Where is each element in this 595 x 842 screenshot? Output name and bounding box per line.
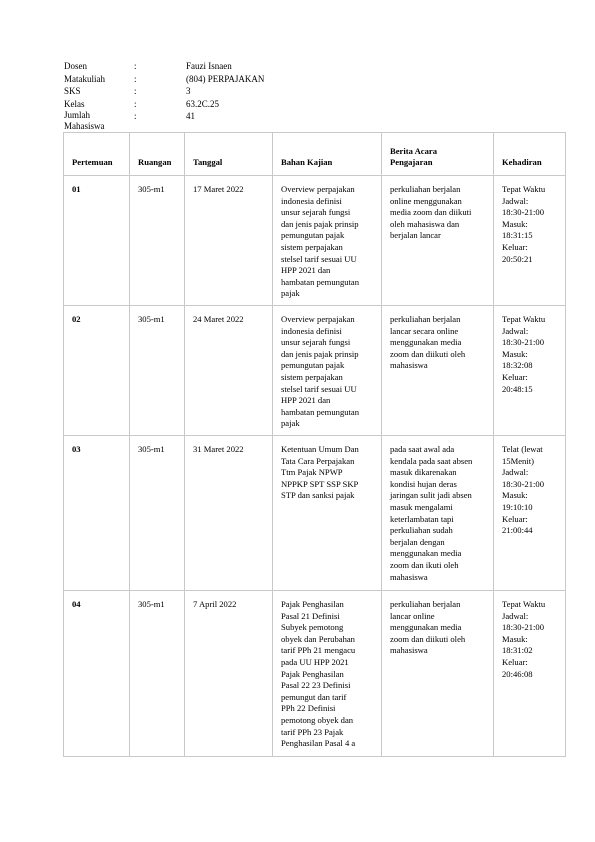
info-colon: : bbox=[134, 86, 137, 96]
info-value: Fauzi Isnaen bbox=[186, 61, 232, 71]
info-colon: : bbox=[134, 73, 137, 84]
info-value: 41 bbox=[186, 111, 195, 121]
cell-ruangan: 305-m1 bbox=[130, 591, 185, 757]
cell-bahan-kajian: Overview perpajakan indonesia definisi unsur sejarah fungsi dan jenis pajak prinsip pemungutan pajak sistem perpajakan stelsel tarif sesuai UU HPP 2021 dan hambatan pemungutan pajak bbox=[273, 176, 382, 306]
cell-tanggal: 31 Maret 2022 bbox=[185, 436, 273, 591]
table-header-row bbox=[64, 133, 566, 176]
cell-bahan-kajian: Overview perpajakan indonesia definisi unsur sejarah fungsi dan jenis pajak prinsip pemungutan pajak sistem perpajakan stelsel tarif sesuai UU HPP 2021 dan hambatan pemungutan pajak bbox=[273, 306, 382, 436]
header-bahan-kajian: Bahan Kajian bbox=[273, 133, 382, 176]
info-row-dosen bbox=[64, 60, 336, 73]
info-row-sks bbox=[64, 85, 336, 98]
cell-berita-acara: perkuliahan berjalan lancar online menggunakan media zoom dan diikuti oleh mahasiswa bbox=[382, 591, 494, 757]
info-label: Jumlah Mahasiswa bbox=[64, 110, 105, 131]
cell-kehadiran: Tepat Waktu Jadwal: 18:30-21:00 Masuk: 18:31:02 Keluar: 20:46:08 bbox=[494, 591, 566, 757]
info-row-matakuliah bbox=[64, 73, 336, 86]
cell-pertemuan: 03 bbox=[64, 436, 130, 591]
cell-berita-acara: pada saat awal ada kendala pada saat absen masuk dikarenakan kondisi hujan deras jaringan sulit jadi absen masuk mengalami keterlambatan tapi perkuliahan sudah berjalan dengan menggunakan media zoom dan ikuti oleh mahasiswa bbox=[382, 436, 494, 591]
info-row-kelas bbox=[64, 98, 336, 111]
header-berita-acara: Berita Acara Pengajaran bbox=[382, 133, 494, 176]
cell-kehadiran: Telat (lewat 15Menit) Jadwal: 18:30-21:00 Masuk: 19:10:10 Keluar: 21:00:44 bbox=[494, 436, 566, 591]
header-tanggal: Tanggal bbox=[185, 133, 273, 176]
cell-kehadiran: Tepat Waktu Jadwal: 18:30-21:00 Masuk: 18:32:08 Keluar: 20:48:15 bbox=[494, 306, 566, 436]
table-row bbox=[64, 176, 566, 306]
cell-kehadiran: Tepat Waktu Jadwal: 18:30-21:00 Masuk: 18:31:15 Keluar: 20:50:21 bbox=[494, 176, 566, 306]
table-row bbox=[64, 306, 566, 436]
info-colon: : bbox=[134, 111, 137, 121]
info-value: 3 bbox=[186, 86, 191, 96]
table-row bbox=[64, 591, 566, 757]
cell-bahan-kajian: Pajak Penghasilan Pasal 21 Definisi Subyek pemotong obyek dan Perubahan tarif PPh 21 mengacu pada UU HPP 2021 Pajak Penghasilan Pasal 22 23 Definisi pemungut dan tarif PPh 22 Definisi pemotong obyek dan tarif PPh 23 Pajak Penghasilan Pasal 4 a bbox=[273, 591, 382, 757]
table-row bbox=[64, 436, 566, 591]
cell-berita-acara: perkuliahan berjalan online menggunakan media zoom dan diikuti oleh mahasiswa dan berjalan lancar bbox=[382, 176, 494, 306]
cell-tanggal: 17 Maret 2022 bbox=[185, 176, 273, 306]
info-row-jumlah-mahasiswa bbox=[64, 110, 336, 134]
header-kehadiran: Kehadiran bbox=[494, 133, 566, 176]
info-label: Dosen bbox=[64, 61, 87, 71]
info-label: Kelas bbox=[64, 98, 85, 109]
header-ruangan: Ruangan bbox=[130, 133, 185, 176]
info-label: SKS bbox=[64, 86, 81, 96]
info-label: Matakuliah bbox=[64, 73, 105, 84]
cell-ruangan: 305-m1 bbox=[130, 176, 185, 306]
cell-pertemuan: 04 bbox=[64, 591, 130, 757]
course-info bbox=[64, 60, 336, 134]
info-colon: : bbox=[134, 98, 137, 109]
info-value: 63.2C.25 bbox=[186, 98, 220, 109]
attendance-table bbox=[63, 132, 566, 757]
header-pertemuan: Pertemuan bbox=[64, 133, 130, 176]
cell-pertemuan: 01 bbox=[64, 176, 130, 306]
cell-pertemuan: 02 bbox=[64, 306, 130, 436]
info-colon: : bbox=[134, 61, 137, 71]
cell-ruangan: 305-m1 bbox=[130, 306, 185, 436]
info-value: (804) PERPAJAKAN bbox=[186, 73, 265, 84]
cell-berita-acara: perkuliahan berjalan lancar secara online menggunakan media zoom dan diikuti oleh mahasiswa bbox=[382, 306, 494, 436]
cell-tanggal: 24 Maret 2022 bbox=[185, 306, 273, 436]
cell-tanggal: 7 April 2022 bbox=[185, 591, 273, 757]
cell-bahan-kajian: Ketentuan Umum Dan Tata Cara Perpajakan Ttm Pajak NPWP NPPKP SPT SSP SKP STP dan sanksi pajak bbox=[273, 436, 382, 591]
cell-ruangan: 305-m1 bbox=[130, 436, 185, 591]
